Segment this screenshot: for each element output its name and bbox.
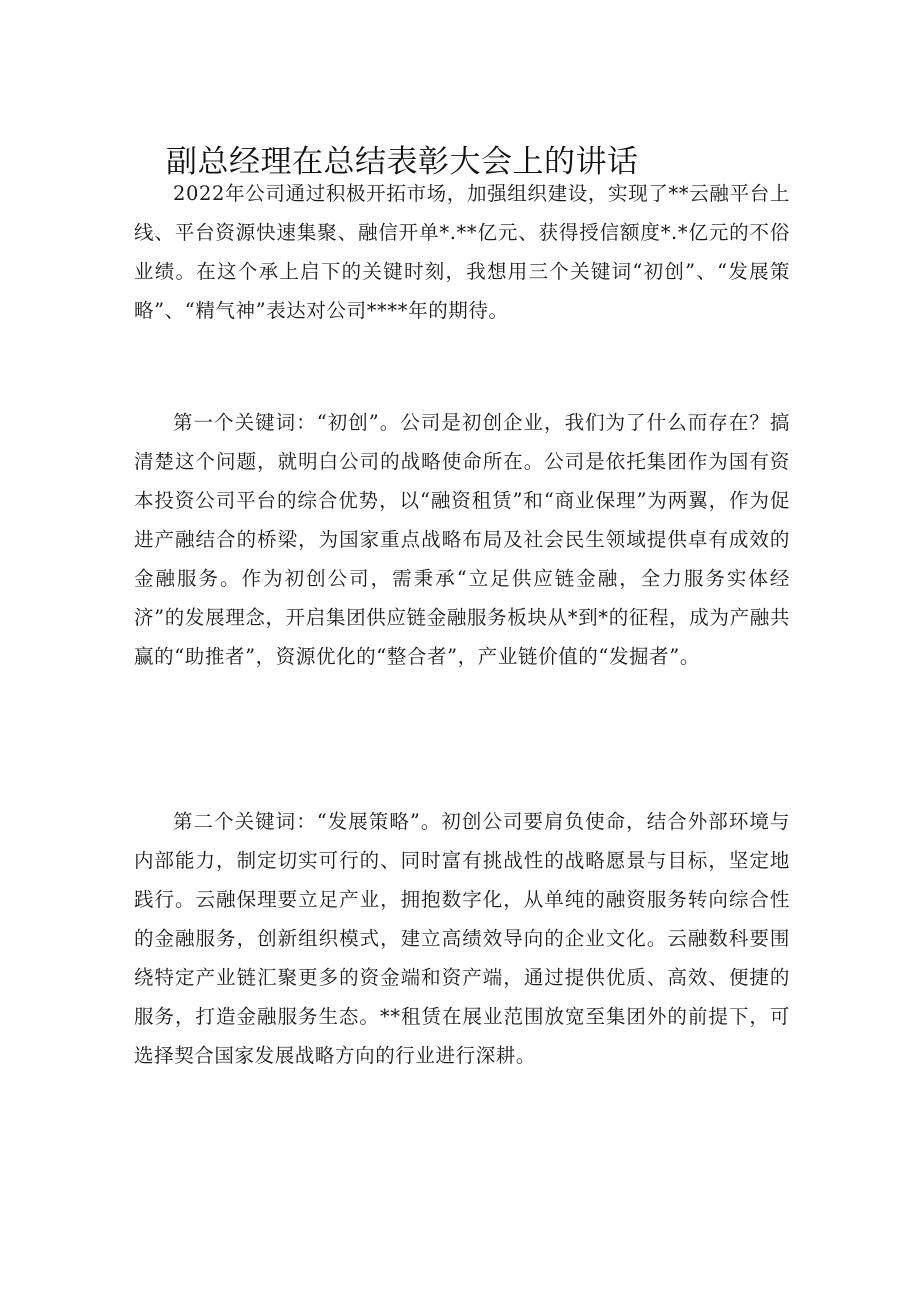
paragraph-keyword-two: 第二个关键词：“发展策略”。初创公司要肩负使命，结合外部环境与内部能力，制定切实可行的、同时富有挑战性的战略愿景与目标，坚定地践行。云融保理要立足产业，拥抱数字化，从单纯的融资服务转向综合性的金融服务，创新组织模式，建立高绩效导向的企业文化。云融数科要围绕特定产业链汇聚更多的资金端和资产端，通过提供优质、高效、便捷的服务，打造金融服务生态。**租赁在展业范围放宽至集团外的前提下，可选择契合国家发展战略方向的行业进行深耕。 (134, 810, 790, 1067)
paragraph-intro: 2022年公司通过积极开拓市场，加强组织建设，实现了**云融平台上线、平台资源快速集聚、融信开单*.**亿元、获得授信额度*.*亿元的不俗业绩。在这个承上启下的关键时刻，我想用三个关键词“初创”、“发展策略”、“精气神”表达对公司****年的期待。 (134, 182, 790, 322)
document-title: 副总经理在总结表彰大会上的讲话 (166, 144, 639, 180)
paragraph-keyword-one: 第一个关键词：“初创”。公司是初创企业，我们为了什么而存在？搞清楚这个问题，就明白公司的战略使命所在。公司是依托集团作为国有资本投资公司平台的综合优势，以“融资租赁”和“商业保理”为两翼，作为促进产融结合的桥梁，为国家重点战略布局及社会民生领域提供卓有成效的金融服务。作为初创公司，需秉承“立足供应链金融，全力服务实体经济”的发展理念，开启集团供应链金融服务板块从*到*的征程，成为产融共赢的“助推者”，资源优化的“整合者”，产业链价值的“发掘者”。 (134, 411, 790, 668)
